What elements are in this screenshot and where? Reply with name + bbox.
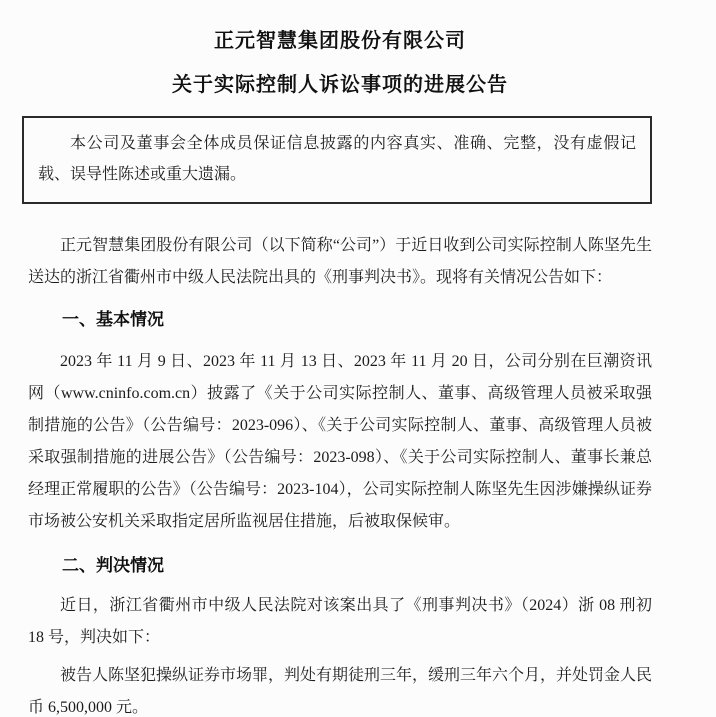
- section2-paragraph-2: 被告人陈坚犯操纵证券市场罪，判处有期徒刑三年，缓刑三年六个月，并处罚金人民币 6,500,000 元。: [28, 667, 653, 716]
- document-body: [28, 0, 652, 717]
- announcement-title: 关于实际控制人诉讼事项的进展公告: [172, 74, 508, 96]
- section-heading-judgment-situation: 二、判决情况: [62, 556, 164, 575]
- section1-paragraph: 2023 年 11 月 9 日、2023 年 11 月 13 日、2023 年 11 月 20 日，公司分别在巨潮资讯网（www.cninfo.com.cn）披露了《关于公司实际控制人、董事、高级管理人员被采取强制措施的公告》（公告编号：2023-096）、《关于公司实际控制人、董事、高级管理人员被采取强制措施的进展公告》（公告编号：2023-098）、《关于公司实际控制人、董事长兼总经理正常履职的公告》（公告编号：2023-104），公司实际控制人陈坚先生因涉嫌操纵证券市场被公安机关采取指定居所监视居住措施，后被取保候审。: [28, 353, 652, 530]
- company-name-title: 正元智慧集团股份有限公司: [214, 30, 466, 52]
- disclaimer-box: [22, 116, 652, 204]
- section-heading-basic-situation: 一、基本情况: [62, 310, 164, 329]
- disclaimer-text: 本公司及董事会全体成员保证信息披露的内容真实、准确、完整，没有虚假记载、误导性陈述或重大遗漏。: [38, 135, 636, 183]
- section2-paragraph-1: 近日，浙江省衢州市中级人民法院对该案出具了《刑事判决书》（2024）浙 08 刑初 18 号，判决如下：: [28, 597, 652, 646]
- intro-paragraph: 正元智慧集团股份有限公司（以下简称“公司”）于近日收到公司实际控制人陈坚先生送达的浙江省衢州市中级人民法院出具的《刑事判决书》。现将有关情况公告如下：: [28, 237, 652, 286]
